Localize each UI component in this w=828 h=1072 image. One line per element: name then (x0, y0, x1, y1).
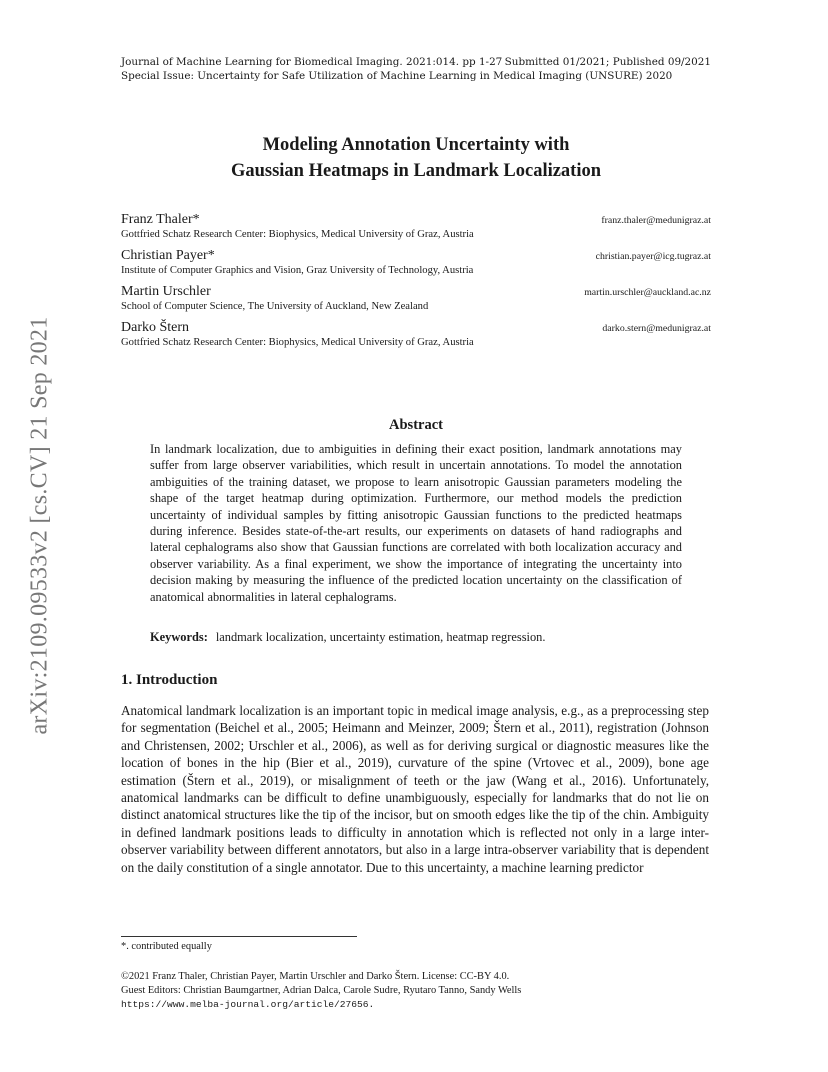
author-block (121, 212, 711, 241)
article-link[interactable]: https://www.melba-journal.org/article/27656. (121, 999, 375, 1010)
arxiv-sidebar-stamp (22, 290, 58, 760)
abstract-body: In landmark localization, due to ambiguities in defining their exact position, landmark annotations may suffer from large observer variabilities, which result in uncertain annotations. To model the annotation ambiguities of the training dataset, we propose to learn anisotropic Gaussian parameters modeling the shape of the target heatmap during optimization. Furthermore, our method models the prediction uncertainty of individual samples by fitting anisotropic Gaussian functions to the predicted heatmaps during inference. Besides state-of-the-art results, our experiments on datasets of hand radiographs and lateral cephalograms also show that Gaussian functions are correlated with both localization accuracy and observer variability. As a final experiment, we show the importance of integrating the uncertainty into decision making by measuring the influence of the predicted location uncertainty on the classification of anatomical abnormalities in lateral cephalograms. (150, 442, 682, 604)
license-block (121, 970, 711, 1012)
author-affiliation: Gottfried Schatz Research Center: Biophysics, Medical University of Graz, Austria (121, 229, 474, 240)
author-email[interactable]: martin.urschler@auckland.ac.nz (584, 287, 711, 298)
section-heading: 1. Introduction (121, 672, 218, 688)
submission-dates: Submitted 01/2021; Published 09/2021 (504, 56, 711, 68)
author-name: Christian Payer* (121, 248, 215, 263)
title-line-1: Modeling Annotation Uncertainty with (262, 135, 570, 155)
author-list (121, 212, 711, 356)
journal-citation: Journal of Machine Learning for Biomedical Imaging. 2021:014. pp 1-27 (121, 56, 503, 68)
journal-header (121, 55, 711, 83)
keywords-text: landmark localization, uncertainty estimation, heatmap regression. (215, 630, 546, 644)
keywords-label: Keywords: (150, 630, 208, 644)
keywords (150, 630, 682, 645)
author-name: Martin Urschler (121, 284, 211, 299)
title-line-2: Gaussian Heatmaps in Landmark Localization (230, 161, 602, 181)
author-affiliation: Gottfried Schatz Research Center: Biophysics, Medical University of Graz, Austria (121, 337, 474, 348)
author-name: Darko Štern (121, 320, 190, 335)
introduction-body: Anatomical landmark localization is an important topic in medical image analysis, e.g., as a preprocessing step for segmentation (Beichel et al., 2005; Heimann and Meinzer, 2009; Štern et al., 2011), registration (Johnson and Christensen, 2002; Urschler et al., 2006), as well as for deriving surgical or diagnostic measures like the location of bones in the hip (Bier et al., 2019), curvature of the spine (Vrtovec et al., 2009), bone age estimation (Štern et al., 2019), or misalignment of teeth or the jaw (Wang et al., 2016). Unfortunately, anatomical landmarks can be difficult to define unambiguously, especially for landmarks that do not lie on distinct anatomical structures like the tip of the incisor, but on smooth edges like the tip of the chin. Ambiguity in defined landmark positions leads to difficulty in annotation which is reflected not only in a large inter-observer variability between different annotators, but also in a large intra-observer variability that is dependent on the daily constitution of a single annotator. Due to this uncertainty, a machine learning predictor (121, 703, 709, 875)
copyright-line: ©2021 Franz Thaler, Christian Payer, Martin Urschler and Darko Štern. License: CC-BY 4.0. (121, 971, 510, 982)
footnote: *. contributed equally (121, 941, 212, 952)
special-issue: Special Issue: Uncertainty for Safe Utilization of Machine Learning in Medical Imaging (UNSURE) 2020 (121, 70, 673, 82)
author-email[interactable]: christian.payer@icg.tugraz.at (595, 251, 711, 262)
arxiv-identifier: arXiv:2109.09533v2 [cs.CV] 21 Sep 2021 (26, 315, 53, 735)
author-name: Franz Thaler* (121, 212, 200, 227)
author-block (121, 284, 711, 313)
guest-editors-line: Guest Editors: Christian Baumgartner, Adrian Dalca, Carole Sudre, Ryutaro Tanno, Sandy Wells (121, 985, 522, 996)
author-block (121, 248, 711, 277)
footnote-divider (121, 936, 357, 937)
author-affiliation: Institute of Computer Graphics and Vision, Graz University of Technology, Austria (121, 265, 474, 276)
author-affiliation: School of Computer Science, The University of Auckland, New Zealand (121, 301, 429, 312)
abstract-heading: Abstract (389, 417, 443, 433)
author-email[interactable]: franz.thaler@medunigraz.at (601, 215, 711, 226)
paper-title (121, 132, 711, 184)
author-email[interactable]: darko.stern@medunigraz.at (602, 323, 711, 334)
author-block (121, 320, 711, 349)
